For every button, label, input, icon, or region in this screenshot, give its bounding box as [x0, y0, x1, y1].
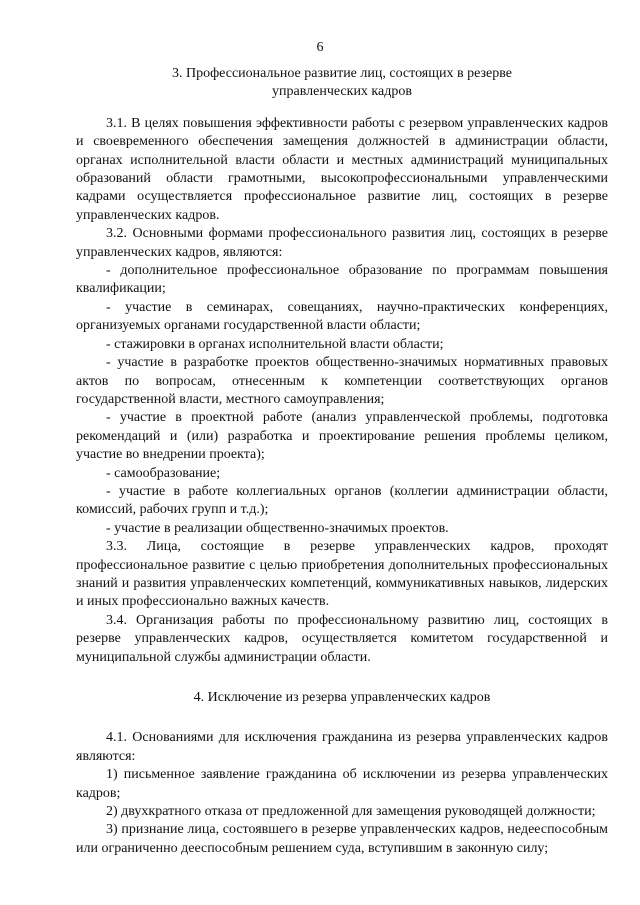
list-item: - участие в реализации общественно-значимых проектов. — [106, 520, 449, 536]
document-body — [76, 65, 608, 858]
list-item: - дополнительное профессиональное образование по программам повышения квалификации; — [76, 263, 608, 297]
list-item: - участие в работе коллегиальных органов (коллегии администрации области, комиссий, рабочих групп и т.д.); — [76, 483, 608, 518]
page-number: 6 — [316, 40, 324, 55]
list-item: - самообразование; — [106, 465, 221, 481]
paragraph-4-1: 4.1. Основаниями для исключения гражданина из резерва управленческих кадров являются: — [76, 730, 608, 764]
section-3-heading — [76, 65, 608, 102]
section-4-heading: 4. Исключение из резерва управленческих кадров — [193, 690, 491, 705]
list-item: - участие в семинарах, совещаниях, научно-практических конференциях, организуемых органами государственной власти области; — [76, 299, 608, 334]
list-item: 3) признание лица, состоявшего в резерве управленческих кадров, недееспособным или ограниченно дееспособным решением суда, вступившим в законную силу; — [76, 822, 608, 856]
paragraph-3-3: 3.3. Лица, состоящие в резерве управленческих кадров, проходят профессиональное развитие с целью приобретения дополнительных профессиональных знаний и развития управленческих компетенций, коммуникативных навыков, лидерских и иных профессионально важных качеств. — [76, 539, 608, 610]
list-item: - участие в разработке проектов общественно-значимых нормативных правовых актов по вопросам, отнесенным к компетенции соответствующих органов государственной власти, местного самоуправления; — [76, 355, 608, 407]
list-item: 1) письменное заявление гражданина об исключении из резерва управленческих кадров; — [76, 767, 608, 801]
section-3-heading-line-1: 3. Профессиональное развитие лиц, состоящих в резерве — [171, 66, 513, 81]
paragraph-3-4: 3.4. Организация работы по профессиональному развитию лиц, состоящих в резерве управленческих кадров, осуществляется комитетом государственной и муниципальной службы администрации области. — [76, 612, 608, 665]
paragraph-3-1: 3.1. В целях повышения эффективности работы с резервом управленческих кадров и своевременного обеспечения замещения должностей в администрации области, органах исполнительной власти области и местных администраций муниципальных образований области грамотными, высокопрофессиональными управленческими кадрами осуществляется профессиональное развитие лиц, состоящих в резерве управленческих кадров. — [76, 115, 608, 223]
paragraph-3-2: 3.2. Основными формами профессионального развития лиц, состоящих в резерве управленческих кадров, являются: — [76, 226, 608, 260]
list-item: - стажировки в органах исполнительной власти области; — [106, 336, 444, 352]
section-3-heading-line-2: управленческих кадров — [272, 84, 412, 100]
list-item: - участие в проектной работе (анализ управленческой проблемы, подготовка рекомендаций и (или) разработка и проектирование решения проблемы целиком, участие во внедрении проекта); — [76, 410, 608, 463]
list-item: 2) двухкратного отказа от предложенной для замещения руководящей должности; — [106, 804, 596, 820]
